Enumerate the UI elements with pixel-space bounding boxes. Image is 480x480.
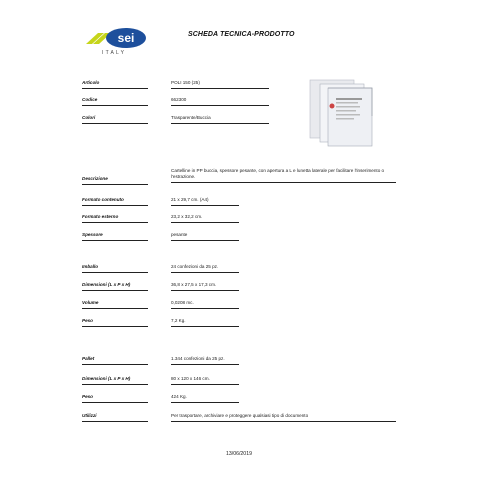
row-value: 7,2 Kg.: [171, 318, 239, 327]
row-label: Peso: [82, 318, 148, 327]
footer-date: 13/06/2019: [226, 451, 252, 457]
row-formato-contenuto: [0, 197, 480, 207]
row-label: Pallet: [82, 356, 148, 365]
row-articolo: [0, 80, 480, 90]
page-title: SCHEDA TECNICA-PRODOTTO: [188, 31, 295, 38]
row-label: Spessore: [82, 232, 148, 241]
row-label: Articolo: [82, 80, 148, 89]
row-descrizione: [0, 168, 480, 181]
row-volume: [0, 300, 480, 310]
sei-logo: [84, 24, 154, 64]
row-peso-imballo: [0, 318, 480, 328]
row-formato-esterno: [0, 214, 480, 224]
row-value: 36,8 x 27,5 x 17,3 cm.: [171, 282, 239, 291]
row-spessore: [0, 232, 480, 242]
row-utilizzi: [0, 413, 480, 423]
row-value: 80 x 120 x 146 cm.: [171, 376, 239, 385]
row-label: Peso: [82, 394, 148, 403]
row-value: Cartelline in PP buccia, spessore pesante, con apertura a L e lunetta laterale per facilitare l'inserimento o l'estrazione.: [171, 168, 396, 183]
row-value: 0,0208 mc.: [171, 300, 239, 309]
row-label: Formato esterno: [82, 214, 148, 223]
row-value: 23,2 x 32,2 cm.: [171, 214, 239, 223]
row-peso-pallet: [0, 394, 480, 404]
row-colori: [0, 115, 480, 125]
row-value: 424 Kg.: [171, 394, 239, 403]
row-label: Descrizione: [82, 176, 148, 185]
row-value: POLI 150 (25): [171, 80, 269, 89]
row-value: 1.344 confezioni da 25 pz.: [171, 356, 239, 365]
row-label: Dimensioni (L x P x H): [82, 376, 148, 385]
row-value: 24 confezioni da 25 pz.: [171, 264, 239, 273]
row-label: Codice: [82, 97, 148, 106]
row-value: 21 x 29,7 cm. (A4): [171, 197, 239, 206]
row-value: Per trasportare, archiviare e proteggere qualsiasi tipo di documento: [171, 413, 396, 422]
row-label: Imballo: [82, 264, 148, 273]
row-imballo: [0, 264, 480, 274]
row-value: Trasparente/Buccia: [171, 115, 269, 124]
row-label: Formato contenuto: [82, 197, 148, 206]
row-label: Volume: [82, 300, 148, 309]
logo-text: sei: [117, 31, 135, 45]
row-dimensioni-pallet: [0, 376, 480, 386]
row-pallet: [0, 356, 480, 366]
row-label: Dimensioni (L x P x H): [82, 282, 148, 291]
row-codice: [0, 97, 480, 107]
row-label: Colori: [82, 115, 148, 124]
logo-subtitle: ITALY: [102, 50, 127, 56]
row-value: pesante: [171, 232, 239, 241]
row-dimensioni-imballo: [0, 282, 480, 292]
row-value: 662300: [171, 97, 269, 106]
row-label: Utilizzi: [82, 413, 148, 422]
